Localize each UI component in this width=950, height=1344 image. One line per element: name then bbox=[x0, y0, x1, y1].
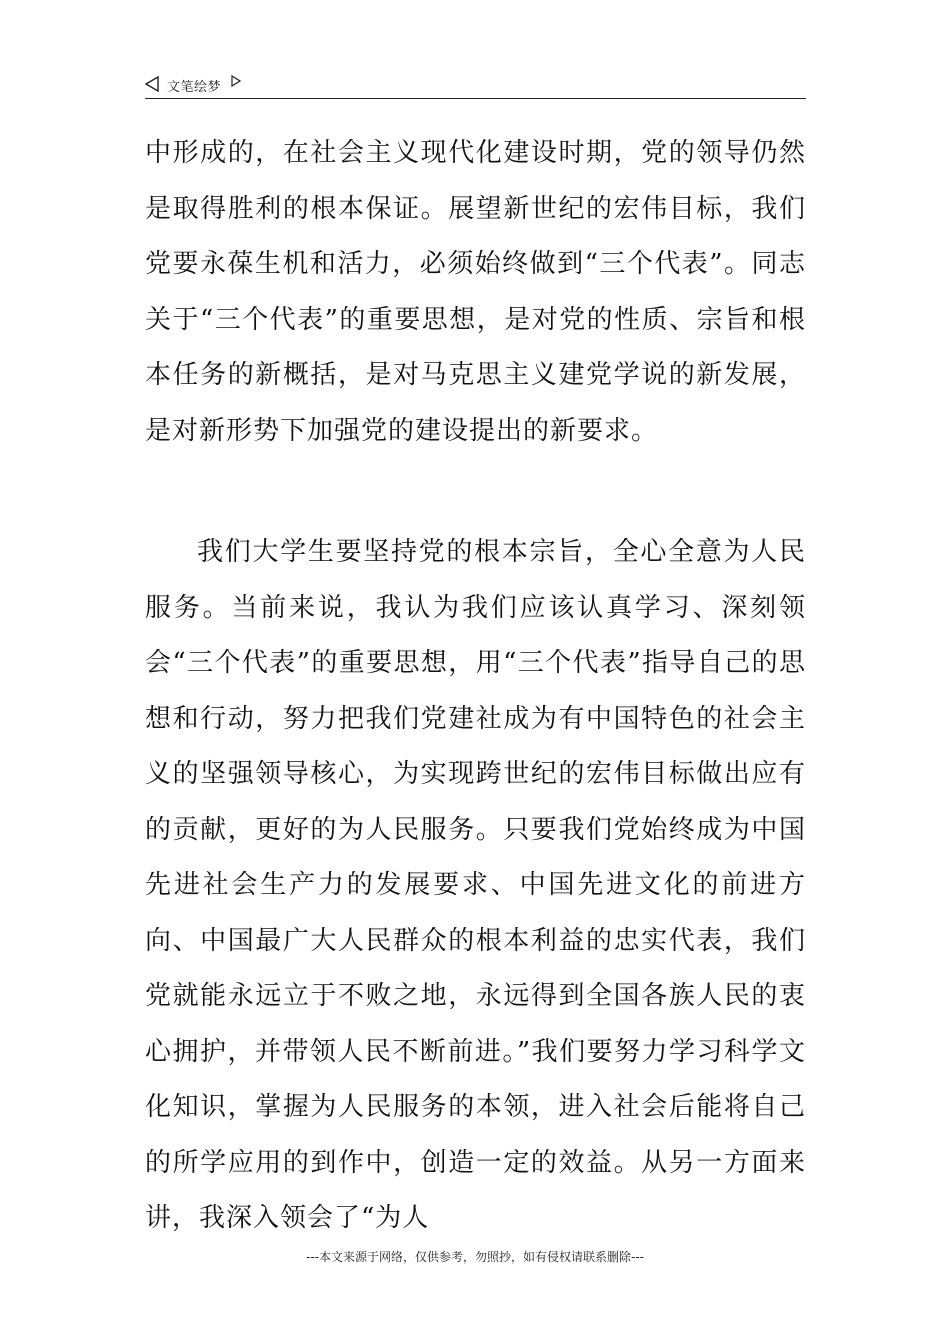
header-title: 文笔绘梦 bbox=[167, 80, 222, 95]
page-footer-disclaimer: ---本文来源于网络，仅供参考，勿照抄，如有侵权请联系删除--- bbox=[306, 1250, 644, 1264]
body-paragraph-1: 中形成的，在社会主义现代化建设时期，党的领导仍然是取得胜利的根本保证。展望新世纪的宏伟目标，我们党要永葆生机和活力，必须始终做到“三个代表”。同志关于“三个代表”的重要思想，是对党的性质、宗旨和根本任务的新概括，是对马克思主义建党学说的新发展，是对新形势下加强党的建设提出的新要求。 bbox=[145, 138, 806, 446]
triangle-left-icon bbox=[145, 76, 159, 92]
triangle-right-icon bbox=[231, 75, 241, 87]
body-paragraph-2: 我们大学生要坚持党的根本宗旨，全心全意为人民服务。当前来说，我认为我们应该认真学习、深刻领会“三个代表”的重要思想，用“三个代表”指导自己的思想和行动，努力把我们党建社成为有中国特色的社会主义的坚强领导核心，为实现跨世纪的宏伟目标做出应有的贡献，更好的为人民服务。只要我们党始终成为中国先进社会生产力的发展要求、中国先进文化的前进方向、中国最广大人民群众的根本利益的忠实代表，我们党就能永远立于不败之地，永远得到全国各族人民的衷心拥护，并带领人民不断前进。”我们要努力学习科学文化知识，掌握为人民服务的本领，进入社会后能将自己的所学应用的到作中，创造一定的效益。从另一方面来讲，我深入领会了“为人 bbox=[145, 537, 806, 1233]
page-header bbox=[145, 72, 806, 99]
